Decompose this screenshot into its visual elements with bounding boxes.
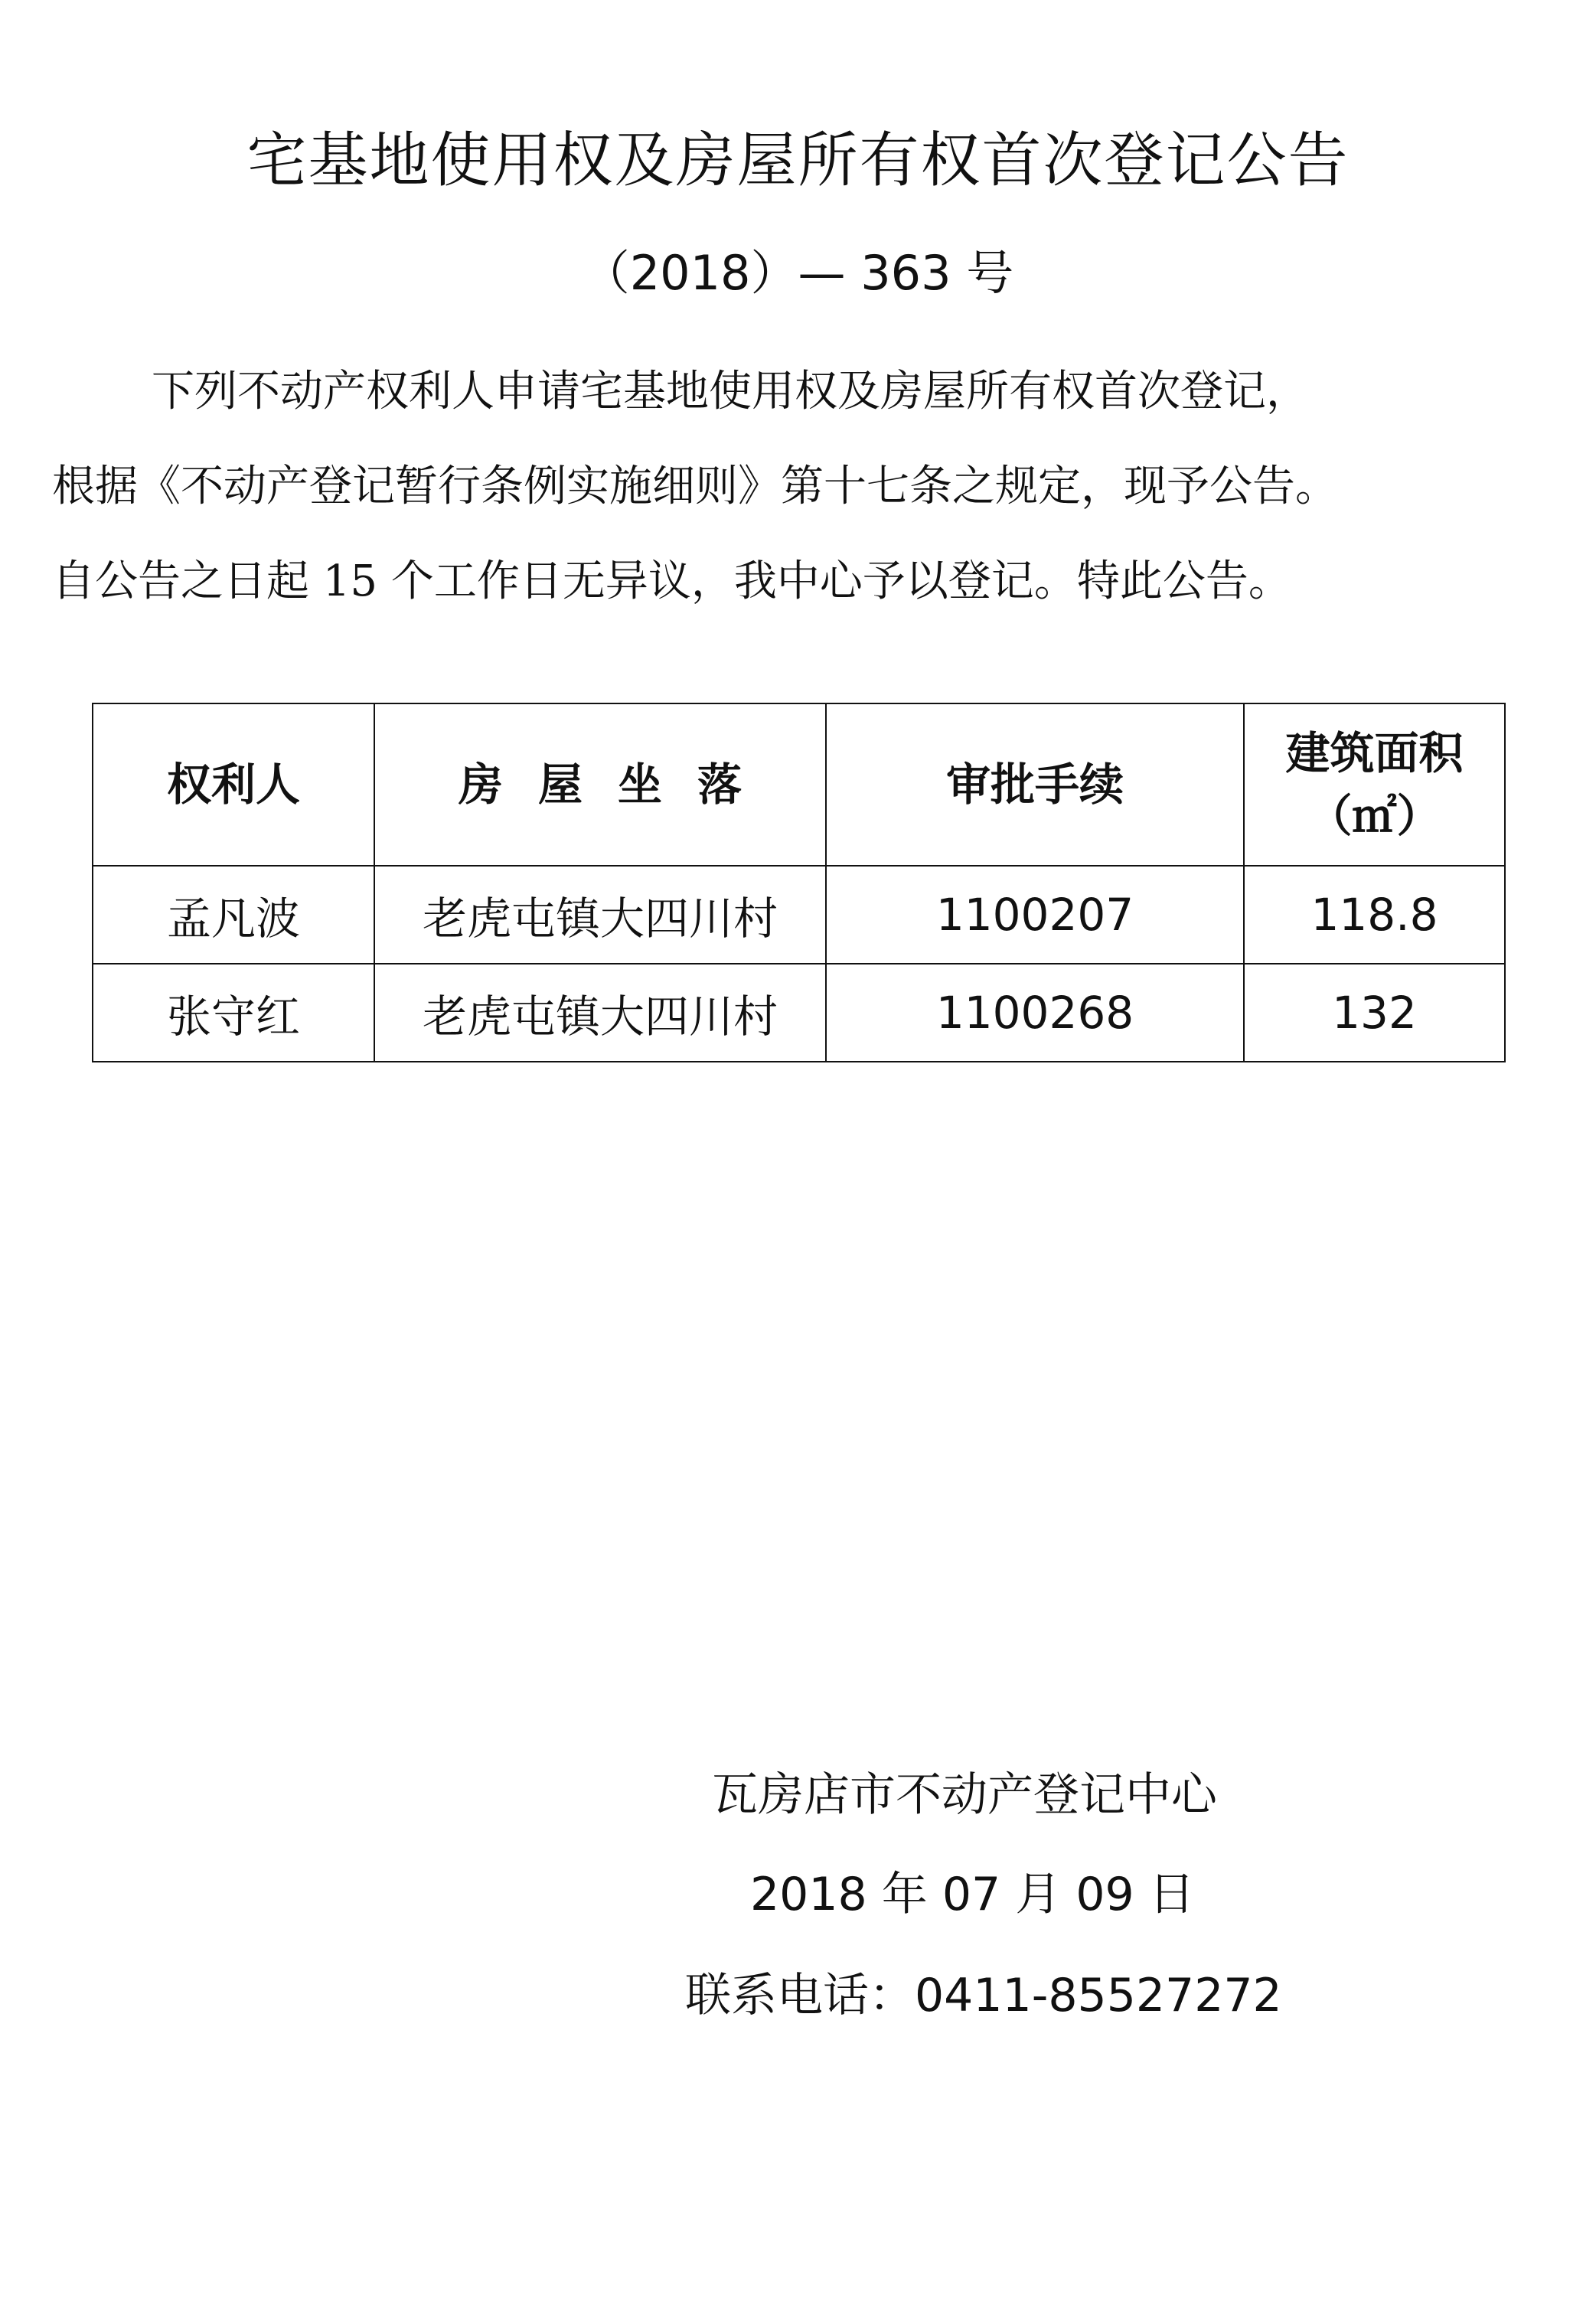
- header-location: 房屋坐落: [374, 703, 826, 866]
- table-row: [93, 964, 1505, 1062]
- header-approval: 审批手续: [826, 703, 1244, 866]
- notice-body: 下列不动产权利人申请宅基地使用权及房屋所有权首次登记， 根据《不动产登记暂行条例实施细则》第十七条之规定，现予公告。 自公告之日起 15 个工作日无异议，我中心予以登记。特此公告。: [52, 367, 1338, 606]
- header-area-unit: （㎡）: [1307, 790, 1441, 842]
- header-area-label: 建筑面积: [1285, 727, 1464, 779]
- table-row: [93, 866, 1505, 964]
- header-owner: 权利人: [93, 703, 374, 866]
- table-header-row: [93, 703, 1505, 866]
- cell-approval: 1100268: [826, 964, 1244, 1062]
- issuing-organization: 瓦房店市不动产登记中心: [712, 1768, 1217, 1822]
- notice-number: （2018）— 363 号: [582, 245, 1014, 301]
- header-area: [1244, 703, 1505, 866]
- registration-table: [92, 703, 1506, 1062]
- cell-location: 老虎屯镇大四川村: [374, 964, 826, 1062]
- cell-area: 118.8: [1244, 866, 1505, 964]
- issue-date: 2018 年 07 月 09 日: [750, 1868, 1195, 1921]
- cell-owner: 张守红: [93, 964, 374, 1062]
- cell-owner: 孟凡波: [93, 866, 374, 964]
- cell-approval: 1100207: [826, 866, 1244, 964]
- notice-title: 宅基地使用权及房屋所有权首次登记公告: [246, 126, 1350, 195]
- contact-phone: 联系电话：0411-85527272: [685, 1969, 1282, 2022]
- cell-area: 132: [1244, 964, 1505, 1062]
- cell-location: 老虎屯镇大四川村: [374, 866, 826, 964]
